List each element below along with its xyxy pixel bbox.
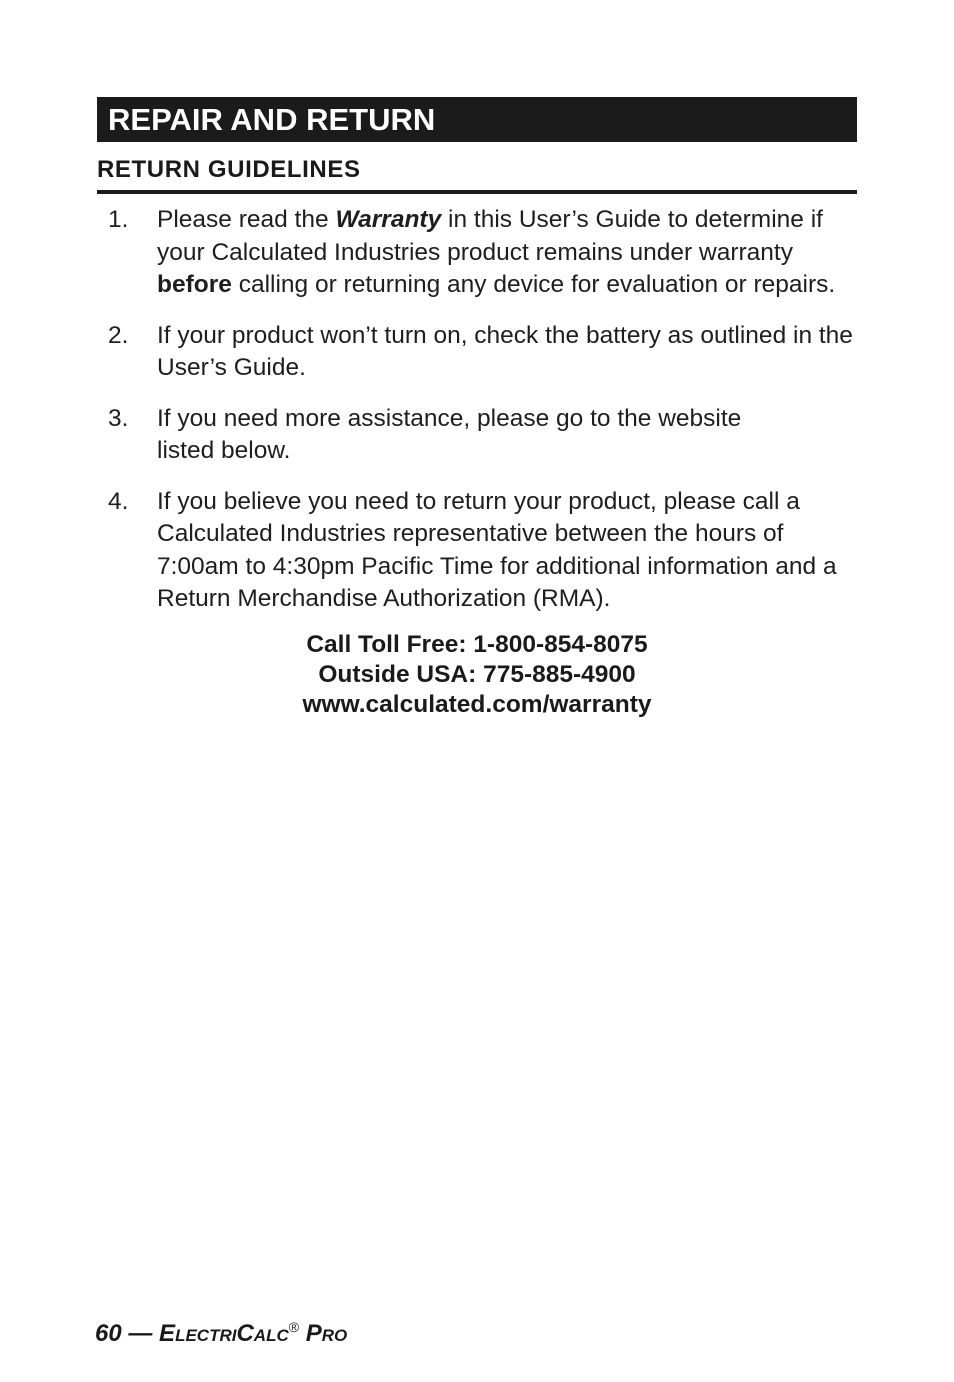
warranty-website: www.calculated.com/warranty: [302, 691, 652, 718]
subsection-title: RETURN GUIDELINES: [97, 154, 857, 194]
guideline-text: If your product won’t turn on, check the battery as outlined in the User’s Guide.: [157, 321, 853, 381]
guideline-text: If you believe you need to return your product, please call a Calculated Industries representative between the hours of 7:00am to 4:30pm Pacific Time for additional information and a Return Merchandise Authorization (RMA).: [157, 487, 837, 612]
guideline-number: 1.: [108, 206, 129, 233]
guideline-item-1: [97, 204, 857, 302]
product-name-alc: ALC: [253, 1326, 289, 1345]
page-number: 60: [95, 1320, 122, 1347]
product-name-ro: RO: [321, 1326, 348, 1345]
contact-block: [97, 630, 857, 720]
page-footer: [95, 1310, 347, 1353]
guideline-text: listed below.: [157, 437, 291, 464]
guideline-number: 2.: [108, 321, 129, 349]
guidelines-list: [97, 204, 857, 634]
guideline-item-4: [97, 486, 857, 616]
footer-separator: —: [121, 1320, 160, 1347]
guideline-text: If you need more assistance, please go to the website: [157, 404, 742, 432]
product-name-lectri: LECTRI: [175, 1326, 237, 1345]
product-name-p: P: [299, 1320, 322, 1347]
product-name-e: E: [159, 1320, 176, 1347]
guideline-number: 3.: [108, 404, 129, 432]
warranty-emphasis: Warranty: [335, 206, 442, 233]
guideline-item-2: [97, 320, 857, 385]
guideline-text: Please read the: [157, 206, 336, 233]
outside-usa-phone: Outside USA: 775-885-4900: [318, 661, 636, 688]
section-title: REPAIR AND RETURN: [97, 97, 857, 142]
guideline-text: in this User’s Guide to determine if your Calculated Industries product remains under warranty: [157, 206, 823, 266]
guideline-item-3: [97, 403, 857, 468]
registered-mark: ®: [288, 1319, 300, 1335]
guideline-number: 4.: [108, 487, 129, 515]
toll-free-phone: Call Toll Free: 1-800-854-8075: [306, 631, 648, 658]
before-emphasis: before: [157, 271, 232, 298]
product-name-c: C: [236, 1320, 254, 1347]
guideline-text: calling or returning any device for evaluation or repairs.: [231, 271, 836, 298]
